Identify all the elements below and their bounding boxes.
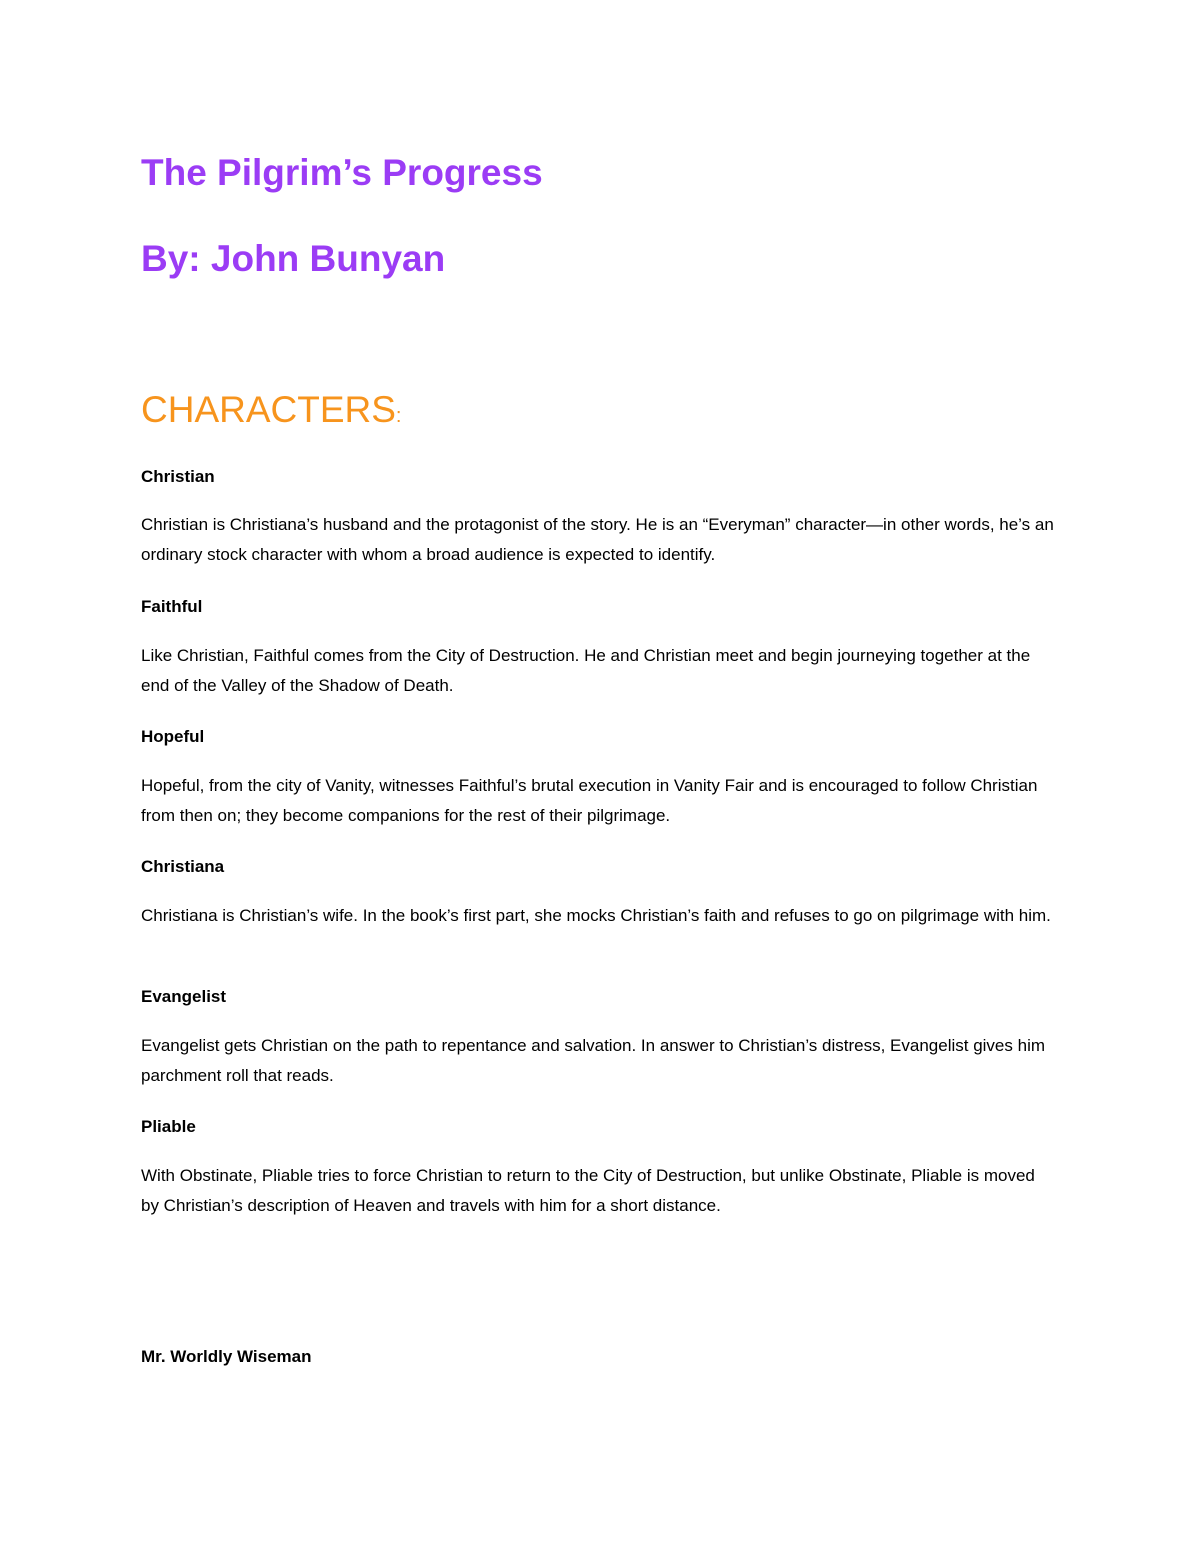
character-name-christian: Christian [141,467,215,486]
author-line: By: John Bunyan [141,238,446,279]
section-heading-characters [141,388,401,438]
section-heading-colon: : [395,405,402,427]
document-title: The Pilgrim’s Progress [141,152,543,193]
character-name-mr-worldly-wiseman: Mr. Worldly Wiseman [141,1347,312,1366]
character-name-pliable: Pliable [141,1117,196,1136]
section-heading-text: CHARACTERS [141,389,396,430]
character-description-evangelist: Evangelist gets Christian on the path to repentance and salvation. In answer to Christian’s distress, Evangelist gives him parchment roll that reads. [141,1036,1046,1085]
character-description-hopeful: Hopeful, from the city of Vanity, witnesses Faithful’s brutal execution in Vanity Fair and is encouraged to follow Christian from then on; they become companions for the rest of their pilgrimage. [141,776,1038,825]
character-name-hopeful: Hopeful [141,727,205,746]
character-description-faithful: Like Christian, Faithful comes from the City of Destruction. He and Christian meet and begin journeying together at the end of the Valley of the Shadow of Death. [141,646,1031,695]
character-name-faithful: Faithful [141,597,203,616]
character-name-christiana: Christiana [141,857,225,876]
character-description-christian: Christian is Christiana’s husband and the protagonist of the story. He is an “Everyman” character—in other words, he’s an ordinary stock character with whom a broad audience is expected to identify. [141,515,1054,564]
character-name-evangelist: Evangelist [141,987,227,1006]
character-description-christiana: Christiana is Christian’s wife. In the book’s first part, she mocks Christian’s faith and refuses to go on pilgrimage with him. [141,906,1051,925]
character-description-pliable: With Obstinate, Pliable tries to force Christian to return to the City of Destruction, but unlike Obstinate, Pliable is moved by Christian’s description of Heaven and travels with him for a short distance. [141,1166,1035,1215]
